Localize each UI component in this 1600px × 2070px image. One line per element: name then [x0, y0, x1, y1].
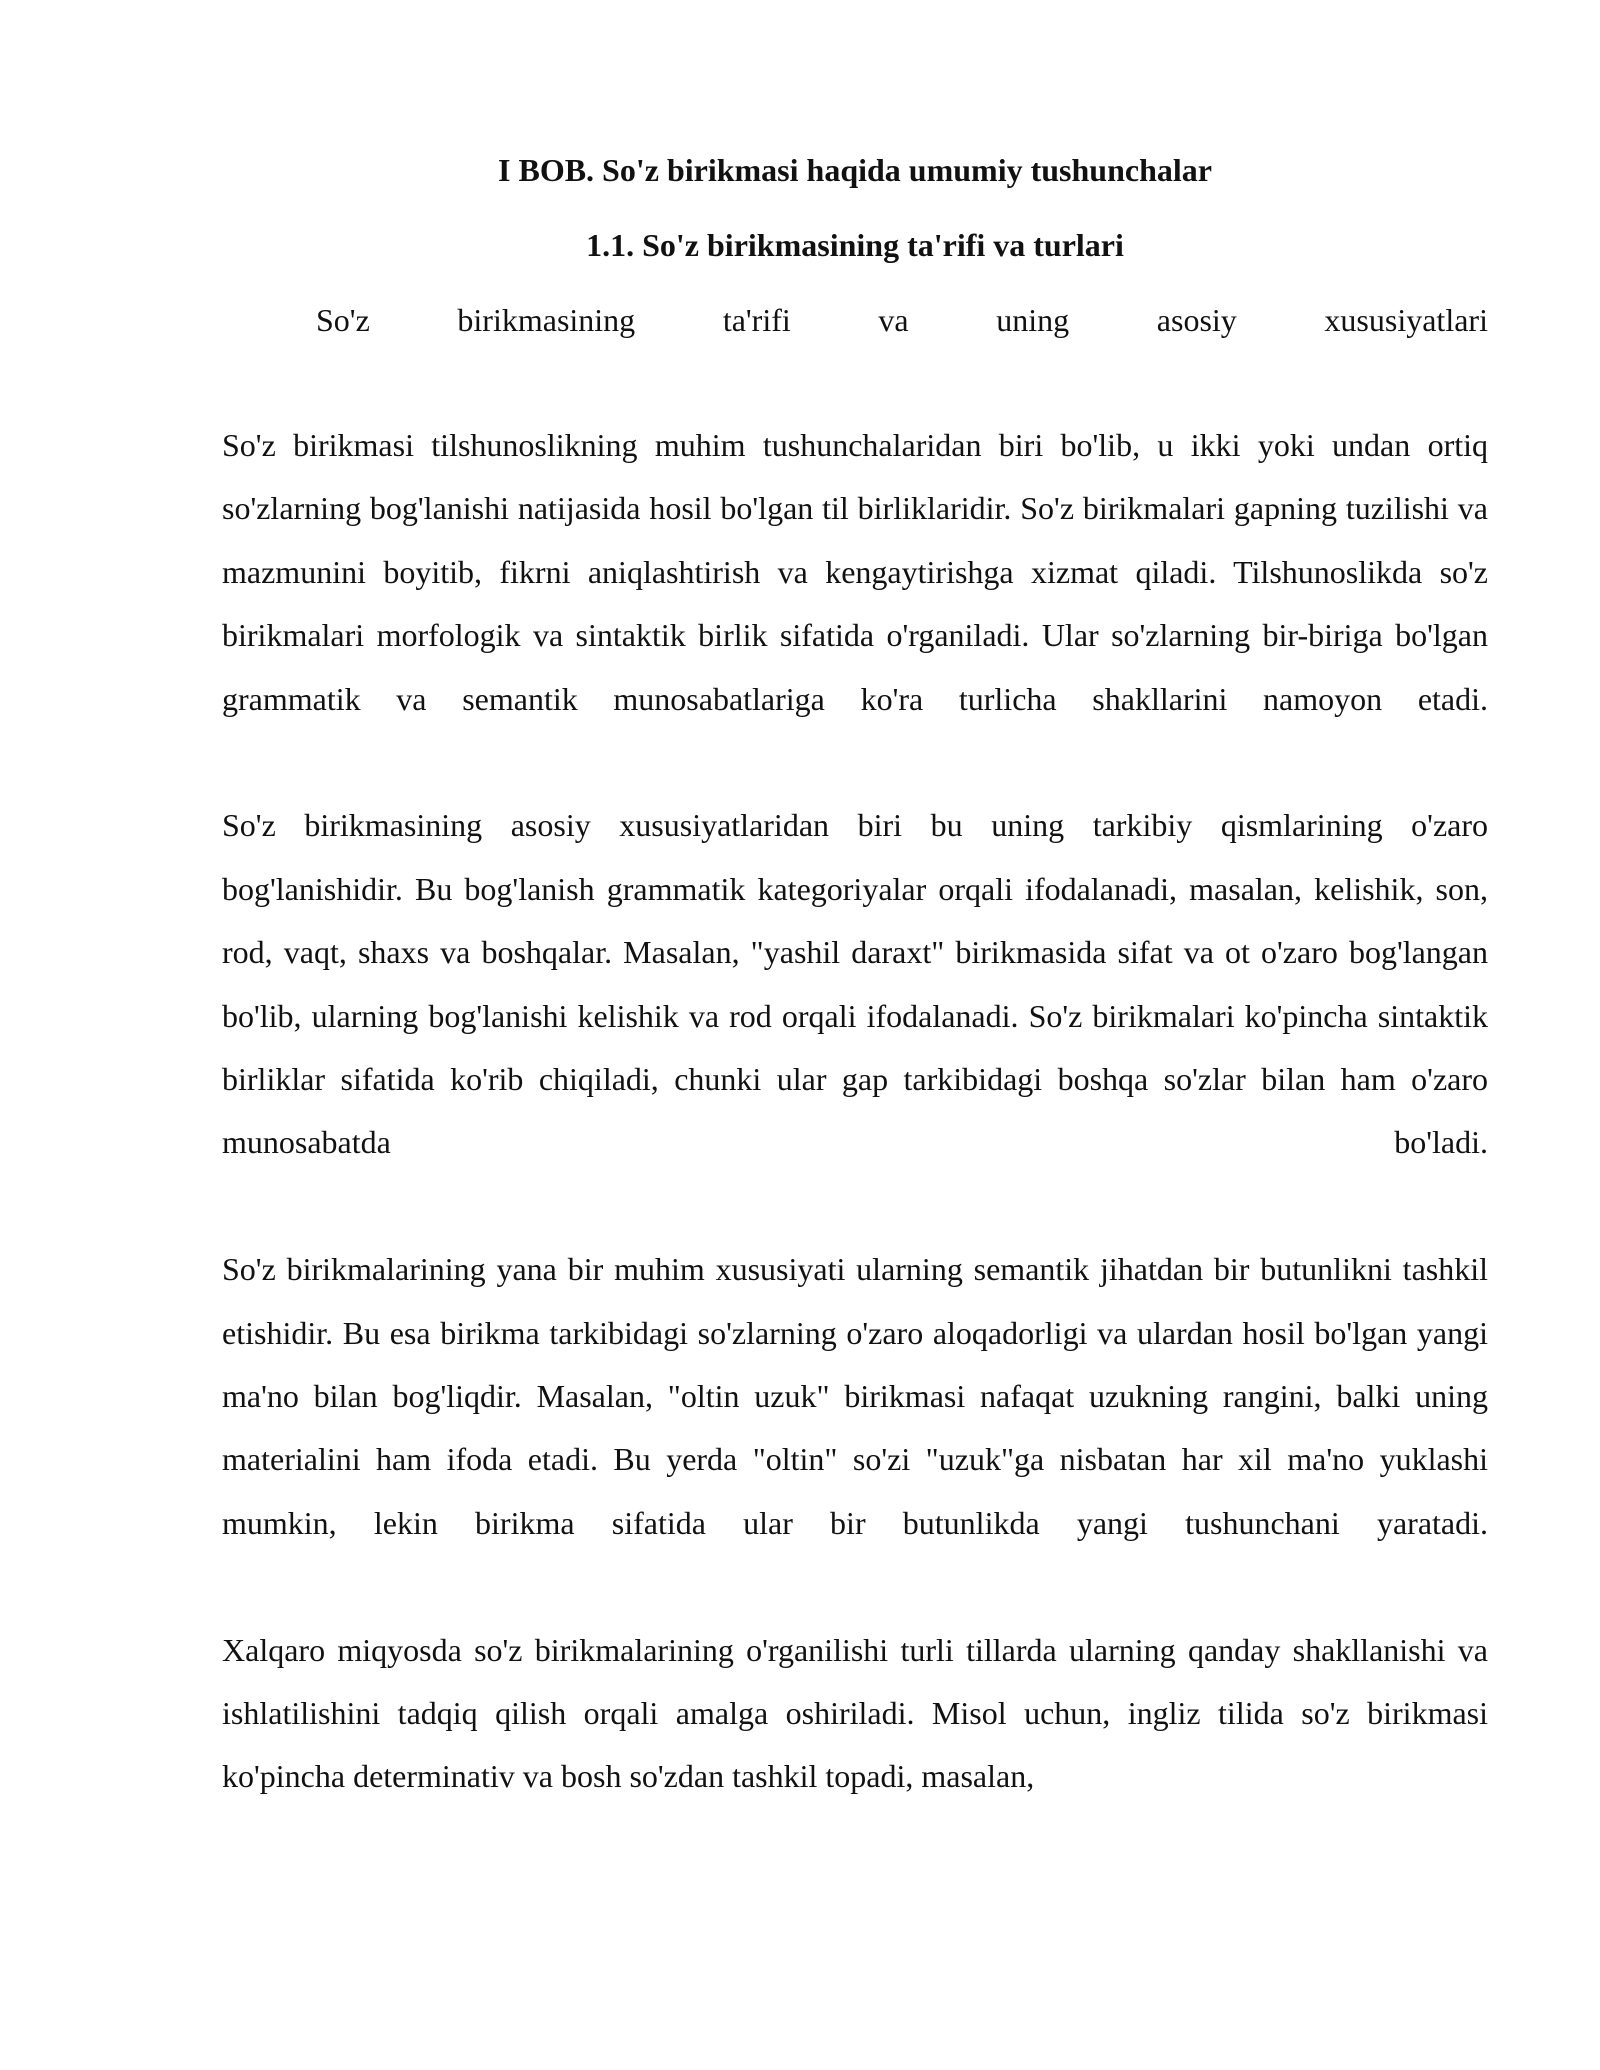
subheading-word: asosiy: [1156, 302, 1237, 338]
subheading: [316, 300, 1488, 340]
subheading-word: va: [878, 302, 909, 338]
body-text: [222, 414, 1488, 1809]
subheading-word: birikmasining: [457, 302, 636, 338]
paragraph: Xalqaro miqyosda so'z birikmalarining o'rganilishi turli tillarda ularning qanday shakllanishi va ishlatilishini tadqiq qilish orqali amalga oshiriladi. Misol uchun, ingliz tilida so'z birikmasi ko'pincha determinativ va bosh so'zdan tashkil topadi, masalan,: [222, 1631, 1488, 1795]
section-title: 1.1. So'z birikmasining ta'rifi va turlari: [586, 227, 1124, 263]
subheading-word: xususiyatlari: [1324, 302, 1488, 338]
subheading-word: So'z: [316, 302, 370, 338]
paragraph: So'z birikmalarining yana bir muhim xususiyati ularning semantik jihatdan bir butunlikni tashkil etishidir. Bu esa birikma tarkibidagi so'zlarning o'zaro aloqadorligi va ulardan hosil bo'lgan yangi ma'no bilan bog'liqdir. Masalan, "oltin uzuk" birikmasi nafaqat uzukning rangini, balki uning materialini ham ifoda etadi. Bu yerda "oltin" so'zi "uzuk"ga nisbatan har xil ma'no yuklashi mumkin, lekin birikma sifatida ular bir butunlikda yangi tushunchani yaratadi.: [222, 1251, 1488, 1541]
paragraph: So'z birikmasining asosiy xususiyatlaridan biri bu uning tarkibiy qismlarining o'zaro bog'lanishidir. Bu bog'lanish grammatik kategoriyalar orqali ifodalanadi, masalan, kelishik, son, rod, vaqt, shaxs va boshqalar. Masalan, "yashil daraxt" birikmasida sifat va ot o'zaro bog'langan bo'lib, ularning bog'lanishi kelishik va rod orqali ifodalanadi. So'z birikmalari ko'pincha sintaktik birliklar sifatida ko'rib chiqiladi, chunki ular gap tarkibidagi boshqa so'zlar bilan ham o'zaro munosabatda bo'ladi.: [222, 807, 1488, 1161]
subheading-word: uning: [996, 302, 1070, 338]
paragraph: So'z birikmasi tilshunoslikning muhim tushunchalaridan biri bo'lib, u ikki yoki undan ortiq so'zlarning bog'lanishi natijasida hosil bo'lgan til birliklaridir. So'z birikmalari gapning tuzilishi va mazmunini boyitib, fikrni aniqlashtirish va kengaytirishga xizmat qiladi. Tilshunoslikda so'z birikmalari morfologik va sintaktik birlik sifatida o'rganiladi. Ular so'zlarning bir-biriga bo'lgan grammatik va semantik munosabatlariga ko'ra turlicha shakllarini namoyon etadi.: [222, 427, 1488, 717]
subheading-word: ta'rifi: [722, 302, 791, 338]
chapter-title: I BOB. So'z birikmasi haqida umumiy tushunchalar: [498, 152, 1212, 188]
